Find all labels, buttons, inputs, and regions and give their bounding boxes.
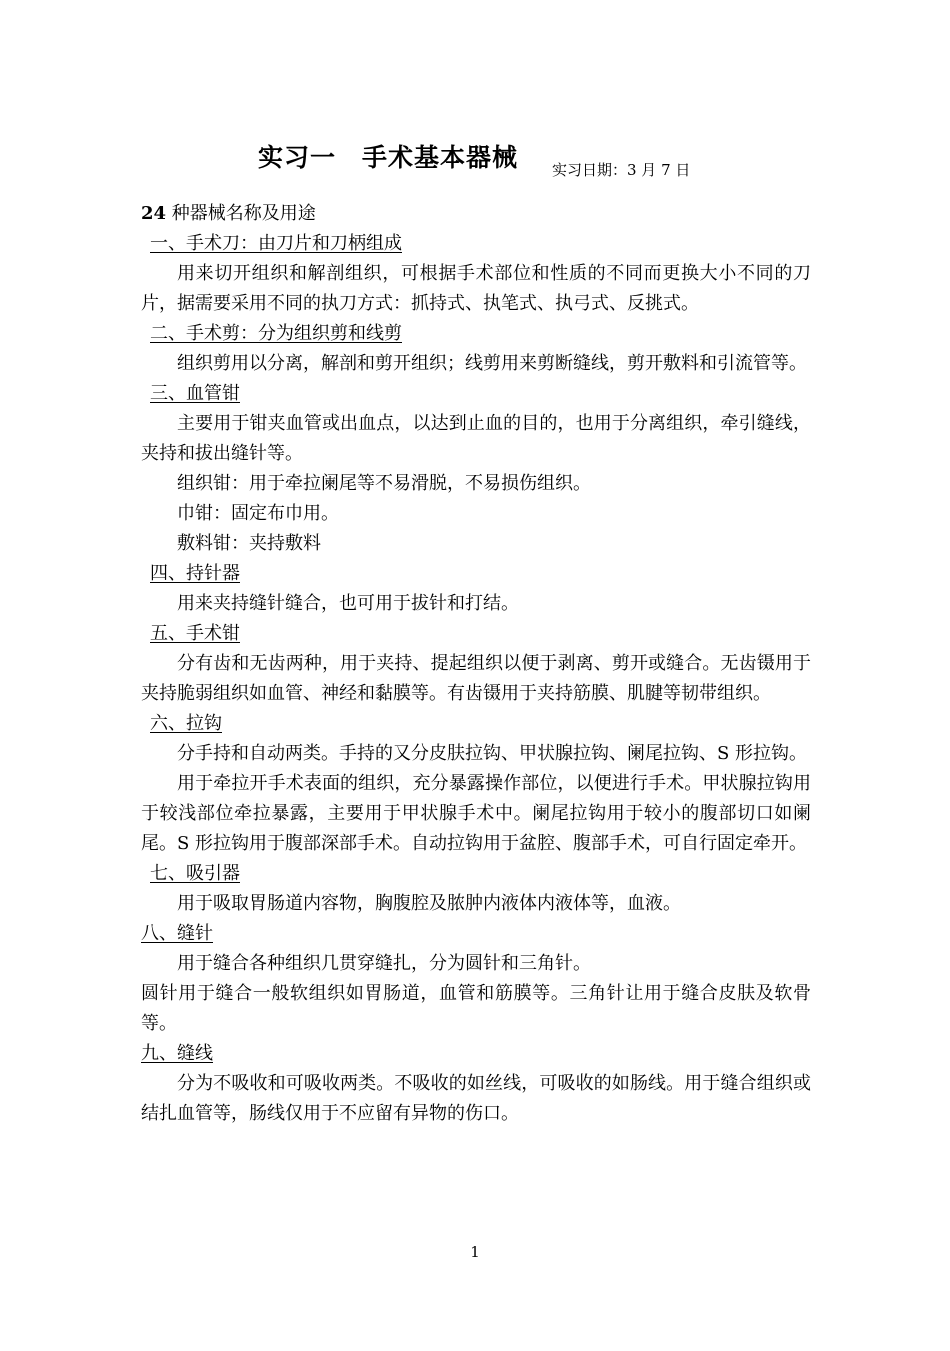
- paragraph-suction: 用于吸取胃肠道内容物，胸腹腔及脓肿内液体内液体等，血液。: [177, 893, 681, 914]
- document-body: [141, 199, 811, 1129]
- section-heading-text: 三、血管钳: [150, 383, 240, 404]
- paragraph-suture: 分为不吸收和可吸收两类。不吸收的如丝线，可吸收的如肠线。用于缝合组织或结扎血管等，肠线仅用于不应留有异物的伤口。: [141, 1073, 811, 1124]
- paragraph-tissue-forceps: 组织钳：用于牵拉阑尾等不易滑脱，不易损伤组织。: [177, 473, 591, 494]
- section-heading-suture: [141, 1039, 811, 1069]
- section-heading-text: 五、手术钳: [150, 623, 240, 644]
- section-heading-retractor: [141, 709, 811, 739]
- paragraph-retractor-use: 用于牵拉开手术表面的组织，充分暴露操作部位，以便进行手术。甲状腺拉钩用于较浅部位牵拉暴露，主要用于甲状腺手术中。阑尾拉钩用于较小的腹部切口如阑尾。S 形拉钩用于腹部深部手术。自动拉钩用于盆腔、腹部手术，可自行固定牵开。: [141, 773, 811, 854]
- section-heading-scissors: [141, 319, 811, 349]
- page-number: 1: [470, 1243, 480, 1261]
- paragraph-needle-types: 圆针用于缝合一般软组织如胃肠道，血管和筋膜等。三角针让用于缝合皮肤及软骨等。: [141, 983, 811, 1034]
- paragraph-dressing-forceps: 敷料钳：夹持敷料: [177, 533, 321, 554]
- paragraph-forceps: 分有齿和无齿两种，用于夹持、提起组织以便于剥离、剪开或缝合。无齿镊用于夹持脆弱组织如血管、神经和黏膜等。有齿镊用于夹持筋膜、肌腱等韧带组织。: [141, 653, 811, 704]
- section-heading-needle-holder: [141, 559, 811, 589]
- section-heading-text: 六、拉钩: [150, 713, 222, 734]
- section-heading-text: 七、吸引器: [150, 863, 240, 884]
- paragraph-retractor-types: 分手持和自动两类。手持的又分皮肤拉钩、甲状腺拉钩、阑尾拉钩、S 形拉钩。: [177, 743, 808, 764]
- paragraph-knife: 用来切开组织和解剖组织，可根据手术部位和性质的不同而更换大小不同的刀片，据需要采用不同的执刀方式：抓持式、执笔式、执弓式、反挑式。: [141, 263, 811, 314]
- section-heading-needle: [141, 919, 811, 949]
- paragraph-needle: 用于缝合各种组织几贯穿缝扎，分为圆针和三角针。: [177, 953, 591, 974]
- title-row: [0, 140, 950, 184]
- paragraph-needle-holder: 用来夹持缝针缝合，也可用于拔针和打结。: [177, 593, 519, 614]
- intro-line: [141, 199, 811, 229]
- section-heading-text: 二、手术剪：分为组织剪和线剪: [150, 323, 402, 344]
- section-heading-hemostat: [141, 379, 811, 409]
- section-heading-suction: [141, 859, 811, 889]
- intro-text: 种器械名称及用途: [166, 203, 316, 224]
- instrument-count: 24: [141, 203, 167, 224]
- section-heading-knife: [141, 229, 811, 259]
- section-heading-text: 四、持针器: [150, 563, 240, 584]
- paragraph-hemostat: 主要用于钳夹血管或出血点，以达到止血的目的，也用于分离组织，牵引缝线，夹持和拔出缝针等。: [141, 413, 811, 464]
- section-heading-text: 九、缝线: [141, 1043, 213, 1064]
- paragraph-scissors: 组织剪用以分离，解剖和剪开组织；线剪用来剪断缝线，剪开敷料和引流管等。: [177, 353, 807, 374]
- section-heading-text: 八、缝针: [141, 923, 213, 944]
- section-heading-text: 一、手术刀：由刀片和刀柄组成: [150, 233, 402, 254]
- paragraph-towel-clamp: 巾钳：固定布巾用。: [177, 503, 339, 524]
- practice-date: 实习日期：3 月 7 日: [552, 161, 691, 179]
- page-title: 实习一 手术基本器械: [258, 143, 519, 172]
- section-heading-forceps: [141, 619, 811, 649]
